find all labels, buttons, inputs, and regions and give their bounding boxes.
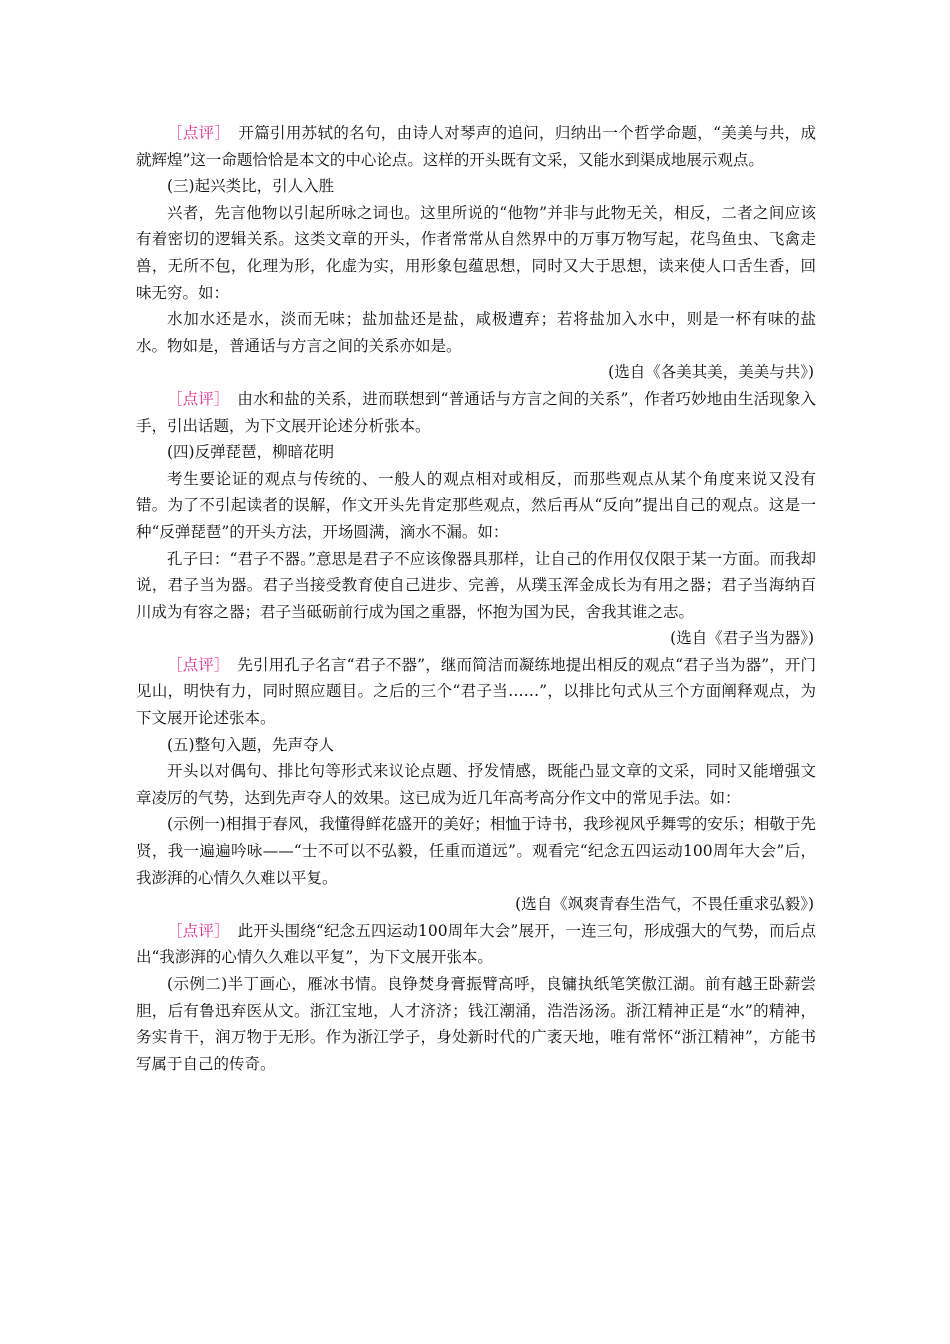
section-heading: (四)反弹琵琶，柳暗花明 xyxy=(167,443,335,462)
comment-tag: ［点评］ xyxy=(167,389,222,408)
example-paragraph: 孔子曰：“君子不器。”意思是君子不应该像器具那样，让自己的作用仅仅限于某一方面。而我却说，君子当为器。君子当接受教育使自己进步、完善，从璞玉浑金成长为有用之器；君子当海纳百川成为有容之器；君子当砥砺前行成为国之重器，怀抱为国为民，舍我其谁之志。 xyxy=(136,549,816,621)
comment-tag: ［点评］ xyxy=(167,124,223,142)
example-paragraph: 水加水还是水，淡而无味；盐加盐还是盐，咸极遭弃；若将盐加入水中，则是一杯有味的盐水。物如是，普通话与方言之间的关系亦如是。 xyxy=(136,310,816,355)
example-paragraph: (示例二)半丁画心，雁冰书情。良铮焚身膏振臂高呼，良镛执纸笔笑傲江湖。前有越王卧薪尝胆，后有鲁迅弃医从文。浙江宝地，人才济济；钱江潮涌，浩浩汤汤。浙江精神正是“水”的精神，务实肯干，润万物于无形。作为浙江学子，身处新时代的广袤天地，唯有常怀“浙江精神”，方能书写属于自己的传奇。 xyxy=(136,975,816,1073)
body-paragraph: 考生要论证的观点与传统的、一般人的观点相对或相反，而那些观点从某个角度来说又没有错。为了不引起读者的误解，作文开头先肯定那些观点，然后再从“反向”提出自己的观点。这是一种“反弹琵琶”的开头方法，开场圆满，滴水不漏。如： xyxy=(136,469,816,541)
source-citation: (选自《君子当为器》) xyxy=(670,629,814,648)
body-paragraph: 兴者，先言他物以引起所咏之词也。这里所说的“他物”并非与此物无关，相反，二者之间应该有着密切的逻辑关系。这类文章的开头，作者常常从自然界中的万事万物写起，花鸟鱼虫、飞禽走兽，无所不包，化理为形，化虚为实，用形象包蕴思想，同时又大于思想，读来使人口舌生香，回味无穷。如： xyxy=(136,203,816,302)
comment-text: 开篇引用苏轼的名句，由诗人对琴声的追问，归纳出一个哲学命题，“美美与共，成就辉煌”这一命题恰恰是本文的中心论点。这样的开头既有文采，又能水到渠成地展示观点。 xyxy=(136,124,816,169)
source-citation: (选自《飒爽青春生浩气，不畏任重求弘毅》) xyxy=(515,895,814,914)
section-heading: (五)整句入题，先声夺人 xyxy=(167,735,335,754)
example-paragraph: (示例一)相揖于春风，我懂得鲜花盛开的美好；相恤于诗书，我珍视风乎舞雩的安乐；相敬于先贤，我一遍遍吟咏——“士不可以不弘毅，任重而道远”。观看完“纪念五四运动100周年大会”后，我澎湃的心情久久难以平复。 xyxy=(136,815,816,887)
comment-tag: ［点评］ xyxy=(167,655,222,674)
comment-paragraph xyxy=(136,918,816,971)
comment-text: 此开头围绕“纪念五四运动100周年大会”展开，一连三句，形成强大的气势，而后点出“我澎湃的心情久久难以平复”，为下文展开张本。 xyxy=(136,921,816,967)
body-paragraph: 开头以对偶句、排比句等形式来议论点题、抒发情感，既能凸显文章的文采，同时又能增强文章凌厉的气势，达到先声夺人的效果。这已成为近几年高考高分作文中的常见手法。如： xyxy=(136,762,816,807)
comment-paragraph xyxy=(136,386,816,439)
comment-paragraph xyxy=(136,652,816,732)
comment-tag: ［点评］ xyxy=(167,921,222,940)
comment-text: 由水和盐的关系，进而联想到“普通话与方言之间的关系”，作者巧妙地由生活现象入手，引出话题，为下文展开论述分析张本。 xyxy=(136,389,816,435)
source-citation: (选自《各美其美，美美与共》) xyxy=(608,363,814,382)
comment-text: 先引用孔子名言“君子不器”，继而简洁而凝练地提出相反的观点“君子当为器”，开门见山，明快有力，同时照应题目。之后的三个“君子当……”，以排比句式从三个方面阐释观点，为下文展开论述张本。 xyxy=(136,655,816,728)
section-heading: (三)起兴类比，引人入胜 xyxy=(167,177,335,196)
comment-paragraph xyxy=(136,120,816,173)
